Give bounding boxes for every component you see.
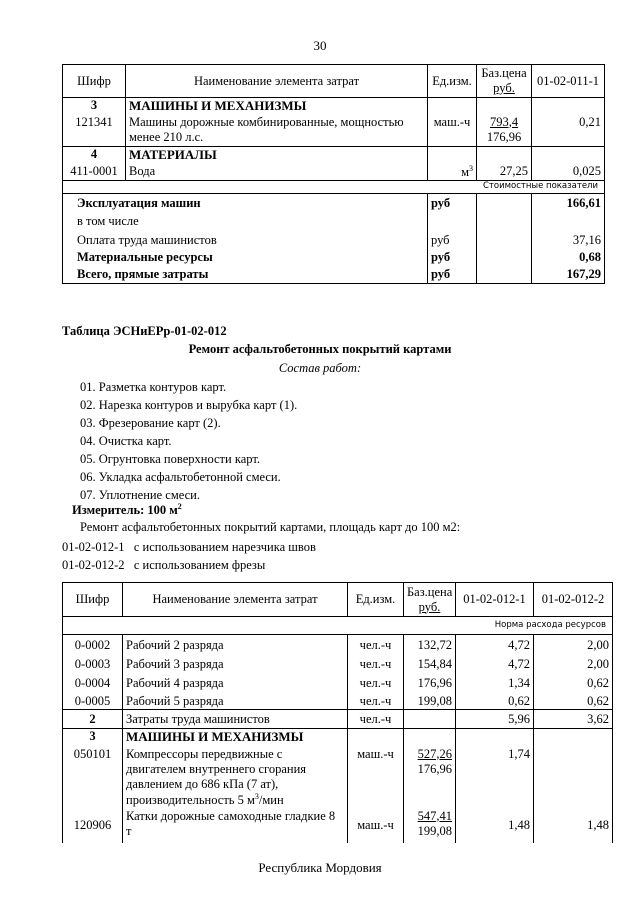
resource-table-2 [62,582,613,843]
list-item: 05. Огрунтовка поверхности карт. [80,452,260,466]
cost-indicators-row: Стоимостные показатели [63,181,605,194]
header-col: 01-02-011-1 [532,65,605,98]
header-code: Шифр [63,583,123,617]
header-unit: Ед.изм. [348,583,404,617]
header-price: Баз.цена руб. [404,583,456,617]
header-col2: 01-02-012-2 [534,583,613,617]
section-title: Ремонт асфальтобетонных покрытий картами [188,342,452,356]
list-item: 07. Уплотнение смеси. [80,488,200,502]
measure-label: Измеритель: 100 $м^2$ [72,502,182,518]
header-unit: Ед.изм. [428,65,477,98]
header-price: Баз.цена руб. [477,65,532,98]
table-row: 2 Затраты труда машинистов чел.-ч 5,96 3,62 [63,710,613,729]
table-title: Таблица ЭСНиЕРр-01-02-012 [62,324,227,338]
list-item: 04. Очистка карт. [80,434,172,448]
summary-row: в том числе [63,214,605,231]
norm-row: Норма расхода ресурсов [63,617,613,635]
table-row: 411-0001 Вода $м^3$ 27,25 0,025 [63,164,605,181]
table-row: 0-0004 Рабочий 4 разряда чел.-ч 176,96 1,34 0,62 [63,672,613,691]
header-code: Шифр [63,65,126,98]
header-name: Наименование элемента затрат [126,65,428,98]
section-row: 3 МАШИНЫ И МЕХАНИЗМЫ [63,729,613,747]
summary-row: Всего, прямые затраты руб 167,29 [63,267,605,284]
header-col1: 01-02-012-1 [456,583,534,617]
code-item: 01-02-012-2 с использованием фрезы [62,558,266,572]
description: Ремонт асфальтобетонных покрытий картами, площадь карт до 100 м2: [80,520,461,534]
header-name: Наименование элемента затрат [123,583,348,617]
table-row: 121341 Машины дорожные комбинированные, мощностью менее 210 л.с. маш.-ч 793,4 176,96 0,21 [63,115,605,147]
codes-list [62,538,316,574]
resource-table-1 [62,64,605,284]
page-number: 30 [313,38,327,53]
table-row: 0-0005 Рабочий 5 разряда чел.-ч 199,08 0,62 0,62 [63,691,613,710]
list-item: 02. Нарезка контуров и вырубка карт (1). [80,398,298,412]
list-item: 03. Фрезерование карт (2). [80,416,221,430]
table-row: 0-0002 Рабочий 2 разряда чел.-ч 132,72 4,72 2,00 [63,635,613,653]
summary-row: Эксплуатация машин руб 166,61 [63,194,605,214]
table-row: 0-0003 Рабочий 3 разряда чел.-ч 154,84 4,72 2,00 [63,653,613,672]
code-item: 01-02-012-1 с использованием нарезчика швов [62,540,316,554]
list-item: 01. Разметка контуров карт. [80,380,227,394]
composition-title: Состав работ: [278,361,362,375]
operations-list [80,378,297,504]
section-row: 4 МАТЕРИАЛЫ [63,147,605,164]
summary-row: Материальные ресурсы руб 0,68 [63,250,605,267]
table-row: 120906 Катки дорожные самоходные гладкие 8 т маш.-ч 547,41 199,08 1,48 1,48 [63,809,613,843]
table-row: 050101 Компрессоры передвижные с двигателем внутреннего сгорания давлением до 686 кПа (7 ат), производительность 5 $м^3$/мин маш.-ч 527,26 176,96 1,74 [63,747,613,809]
summary-row: Оплата труда машинистов руб 37,16 [63,231,605,250]
table-header-row [63,65,605,98]
footer: Республика Мордовия [258,860,382,875]
table-header-row [63,583,613,617]
list-item: 06. Укладка асфальтобетонной смеси. [80,470,281,484]
section-row: 3 МАШИНЫ И МЕХАНИЗМЫ [63,98,605,115]
